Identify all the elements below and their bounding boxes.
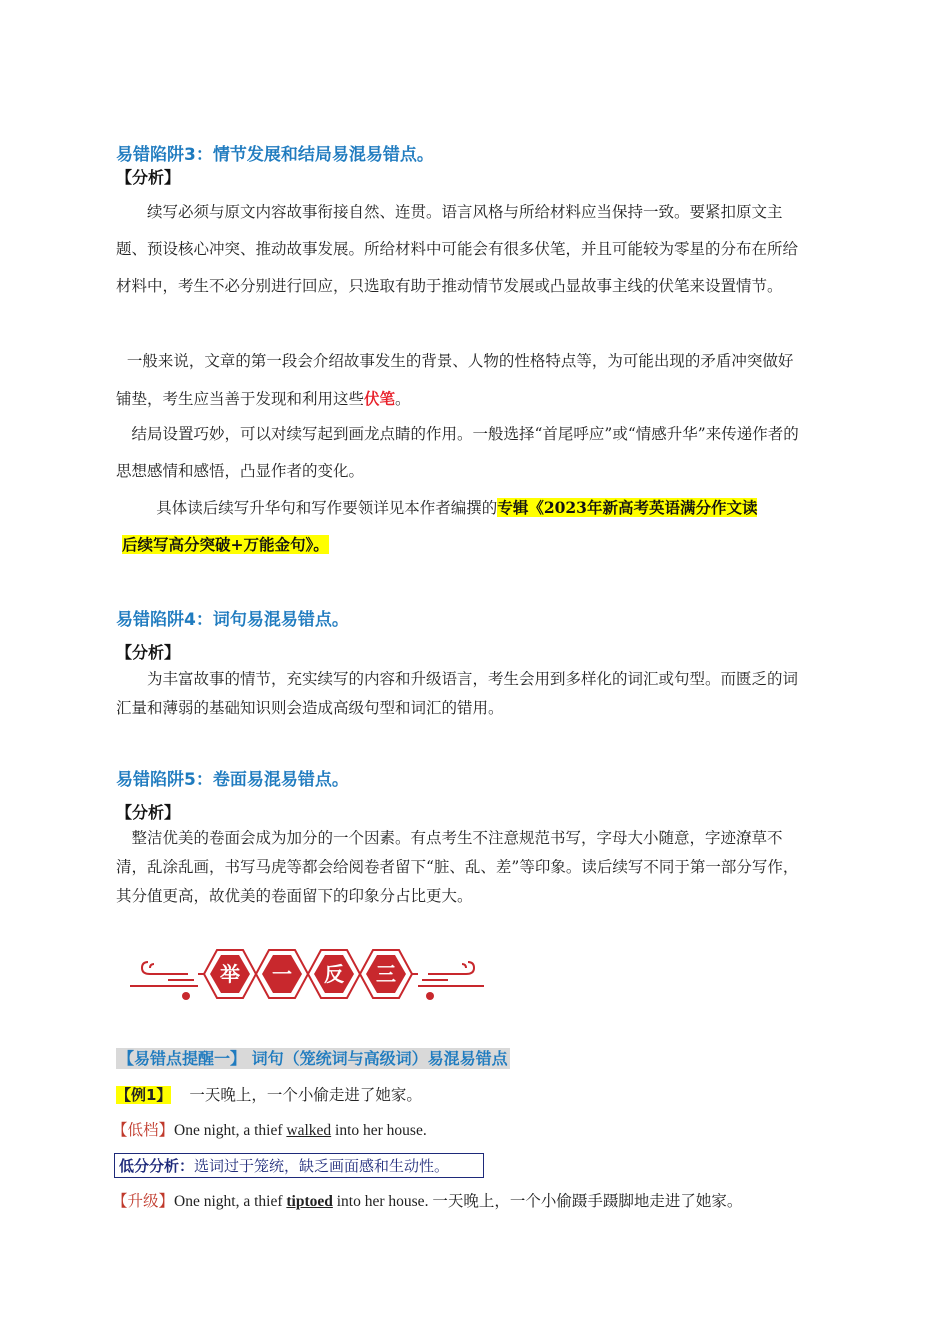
trap3-paragraph-3: 结局设置巧妙，可以对续写起到画龙点睛的作用。一般选择“首尾呼应”或“情感升华”来传递作者的思想感情和感悟，凸显作者的变化。 [116,425,799,480]
banner-char-2: 一 [272,962,292,986]
example1-text: 一天晚上，一个小偷走进了她家。 [189,1087,422,1104]
trap3-analysis-label: 【分析】 [116,168,181,187]
trap5-heading: 易错陷阱5：卷面易混易错点。 [116,770,349,790]
low-analysis-tag: 低分分析： [119,1157,195,1175]
trap4-paragraph-1: 为丰富故事的情节，充实续写的内容和升级语言，考生会用到多样化的词汇或句型。而匮乏的词汇量和薄弱的基础知识则会造成高级句型和词汇的错用。 [116,670,799,717]
upgrade-post: into her house. 一天晚上，一个小偷蹑手蹑脚地走进了她家。 [332,1193,743,1210]
trap3-p2-text: 一般来说，文章的第一段会介绍故事发生的背景、人物的性格特点等，为可能出现的矛盾冲突做好铺垫，考生应当善于发现和利用这些 [116,352,794,408]
low-pre: One night, a thief [174,1122,287,1139]
low-line [112,1118,427,1140]
trap5-paragraph-1: 整洁优美的卷面会成为加分的一个因素。有点考生不注意规范书写，字母大小随意，字迹潦草不清，乱涂乱画，书写马虎等都会给阅卷者留下“脏、乱、差”等印象。读后续写不同于第一部分写作，其分值更高，故优美的卷面留下的印象分占比更大。 [116,829,799,905]
low-analysis-text: 选词过于笼统，缺乏画面感和生动性。 [194,1157,450,1175]
reminder1-title: 【易错点提醒一】 词句（笼统词与高级词）易混易错点 [118,1049,508,1068]
example1-line [116,1083,422,1105]
trap5-analysis-label: 【分析】 [116,803,181,822]
upgrade-pre: One night, a thief [174,1193,287,1210]
low-tag: 【低档】 [112,1122,175,1139]
banner-char-4: 三 [376,962,396,986]
trap3-p4-text: 具体读后续写升华句和写作要领详见本作者编撰的 [156,499,498,517]
banner-juyifansan [128,940,488,1008]
trap3-p4-highlight-2: 后续写高分突破+万能金句》。 [122,535,329,554]
trap3-paragraph-1: 续写必须与原文内容故事衔接自然、连贯。语言风格与所给材料应当保持一致。要紧扣原文主题、预设核心冲突、推动故事发展。所给材料中可能会有很多伏笔，并且可能较为零星的分布在所给材料中，考生不必分别进行回应，只选取有助于推动情节发展或凸显故事主线的伏笔来设置情节。 [116,203,799,295]
trap3-paragraph-4-cont [122,526,812,564]
upgrade-word: tiptoed [286,1193,333,1210]
low-analysis-box [114,1153,484,1178]
trap3-p2-end: 。 [395,390,411,408]
low-word: walked [286,1122,332,1139]
trap3-paragraph-4 [116,489,806,527]
trap3-paragraph-2 [116,343,806,418]
trap3-heading: 易错陷阱3：情节发展和结局易混易错点。 [116,145,434,165]
upgrade-tag: 【升级】 [112,1193,175,1210]
upgrade-line [112,1189,742,1211]
banner-char-3: 反 [324,962,344,986]
trap4-analysis-label: 【分析】 [116,643,181,662]
banner-char-1: 举 [220,962,240,986]
example1-tag: 【例1】 [116,1086,172,1104]
low-post: into her house. [331,1122,427,1139]
reminder1-title-wrap [116,1046,510,1069]
trap3-p4-highlight-1: 专辑《2023年新高考英语满分作文读 [497,498,758,517]
trap3-p2-red: 伏笔 [364,389,396,408]
trap4-heading: 易错陷阱4：词句易混易错点。 [116,610,349,630]
